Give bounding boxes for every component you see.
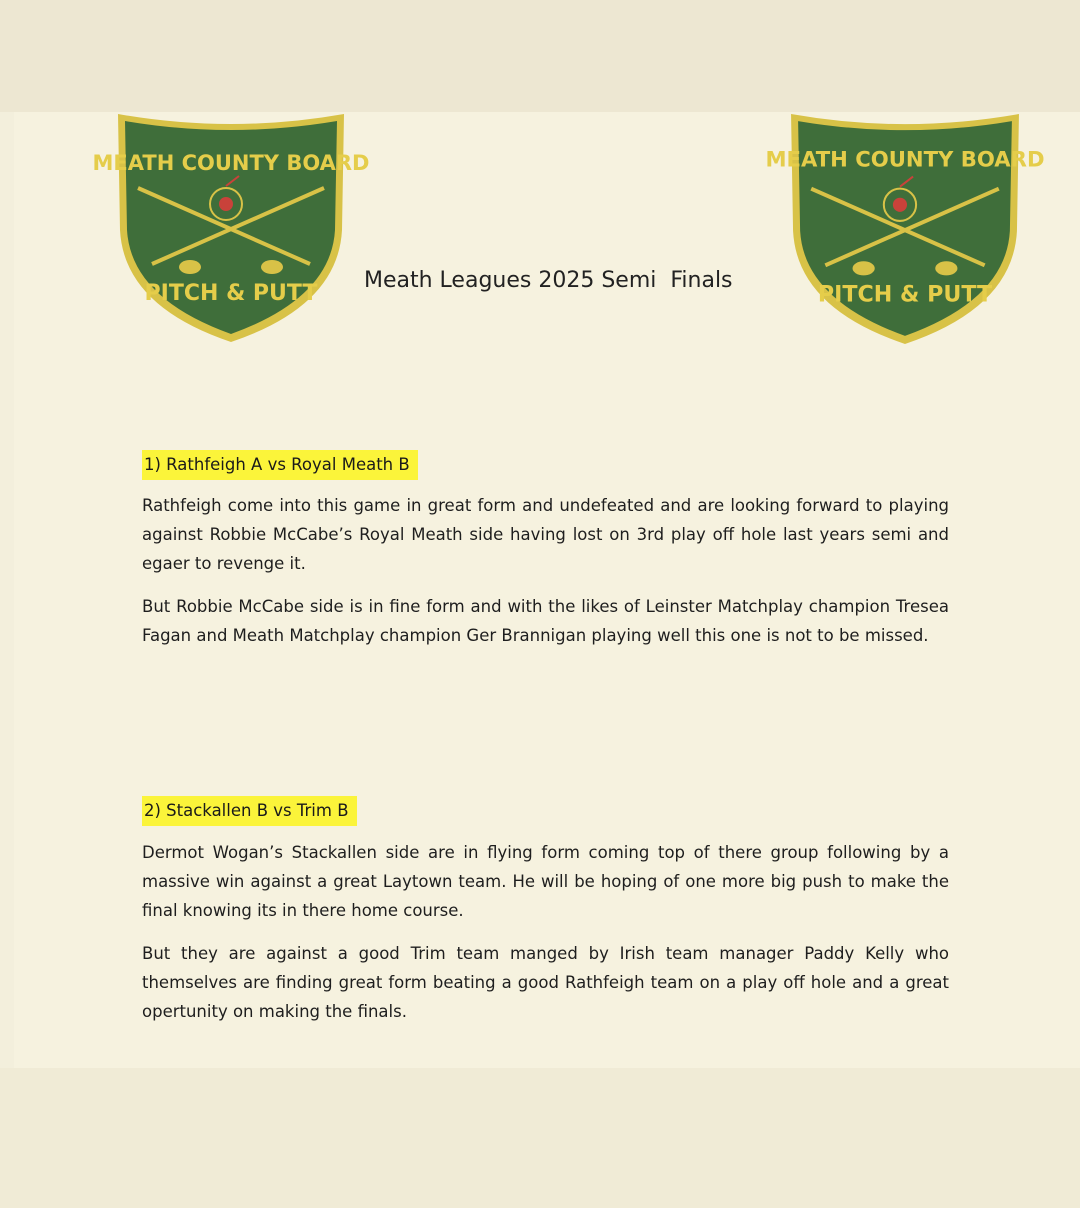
bottom-background-band <box>0 1068 1080 1208</box>
section-heading-1: 1) Rathfeigh A vs Royal Meath B <box>142 450 418 480</box>
section-1-paragraph-2: But Robbie McCabe side is in fine form and with the likes of Leinster Matchplay champion Tresea Fagan and Meath Matchplay champion Ger Brannigan playing well this one is not to be missed. <box>142 597 949 645</box>
pitch-and-putt-crest-icon <box>765 110 1045 348</box>
crest-bottom-text: PITCH & PUTT <box>144 281 318 306</box>
crest-logo-left <box>92 110 370 346</box>
section-heading-2: 2) Stackallen B vs Trim B <box>142 796 357 826</box>
top-background-band <box>0 0 1080 112</box>
crest-top-text: MEATH COUNTY BOARD <box>92 151 370 175</box>
crest-bottom-text: PITCH & PUTT <box>817 281 993 308</box>
section-1-paragraph-1: Rathfeigh come into this game in great form and undefeated and are looking forward to playing against Robbie McCabe’s Royal Meath side having lost on 3rd play off hole last years semi and egaer to revenge it. <box>142 496 949 573</box>
crest-top-text: MEATH COUNTY BOARD <box>765 146 1045 172</box>
pitch-and-putt-crest-icon <box>92 110 370 346</box>
section-2-paragraph-1: Dermot Wogan’s Stackallen side are in flying form coming top of there group following by a massive win against a great Laytown team. He will be hoping of one more big push to make the final knowing its in there home course. <box>142 843 949 920</box>
section-2-paragraph-2: But they are against a good Trim team manged by Irish team manager Paddy Kelly who themselves are finding great form beating a good Rathfeigh team on a play off hole and a great opertunity on making the finals. <box>142 944 949 1021</box>
document-title: Meath Leagues 2025 Semi Finals <box>364 268 733 293</box>
crest-logo-right <box>765 110 1045 346</box>
